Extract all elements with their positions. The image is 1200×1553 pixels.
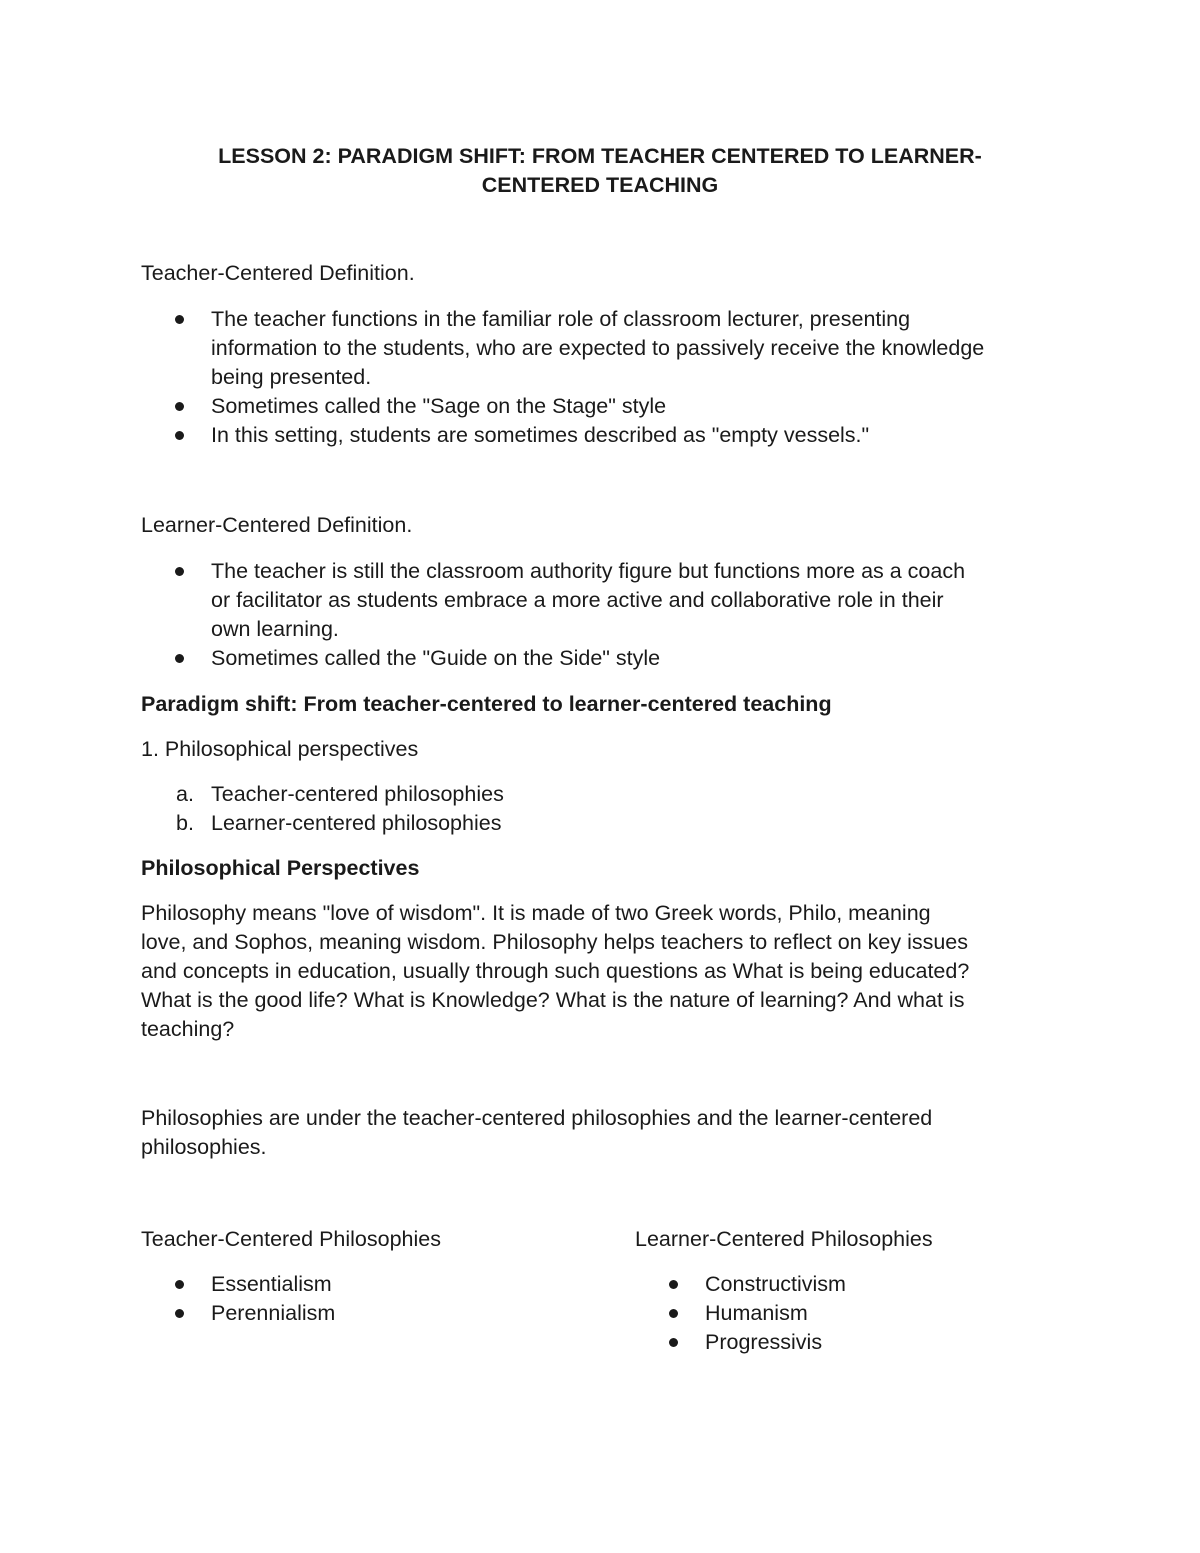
bullet-icon [175, 1309, 184, 1318]
philosophies-paragraph: Philosophies are under the teacher-centered philosophies and the learner-centered philosophies. [141, 1106, 933, 1159]
list-item: Essentialism [141, 1270, 335, 1299]
philosophy-paragraph: Philosophy means "love of wisdom". It is made of two Greek words, Philo, meaning love, and Sophos, meaning wisdom. Philosophy helps teachers to reflect on key issues and concepts in education, usually through such questions as What is being educated? What is the good life? What is Knowledge? What is the nature of learning? And what is teaching? [141, 901, 970, 1041]
list-marker: b. [176, 811, 194, 835]
list-item: Perennialism [141, 1299, 335, 1328]
learner-definition-list [141, 557, 965, 673]
list-item: Sometimes called the "Guide on the Side" style [141, 644, 965, 673]
paradigm-shift-heading: Paradigm shift: From teacher-centered to learner-centered teaching [141, 692, 832, 716]
learner-philosophies-heading: Learner-Centered Philosophies [635, 1227, 933, 1251]
bullet-icon [669, 1280, 678, 1289]
list-marker: a. [176, 782, 194, 806]
bullet-icon [175, 402, 184, 411]
title-line-1: LESSON 2: PARADIGM SHIFT: FROM TEACHER CENTERED TO LEARNER- [218, 144, 982, 168]
teacher-philosophies-list [141, 1270, 335, 1328]
list-item: a. Teacher-centered philosophies [141, 780, 504, 809]
list-item: Humanism [635, 1299, 846, 1328]
philosophies-sub-list [141, 780, 504, 838]
perspectives-list-item: 1. Philosophical perspectives [141, 737, 419, 761]
bullet-icon [175, 654, 184, 663]
title-line-2: CENTERED TEACHING [481, 173, 719, 197]
lesson-title [140, 142, 1060, 200]
teacher-definition-list [141, 305, 984, 450]
list-item: The teacher functions in the familiar role of classroom lecturer, presenting information to the students, who are expected to passively receive the knowledge being presented. [141, 305, 984, 392]
bullet-icon [669, 1309, 678, 1318]
list-item: Sometimes called the "Sage on the Stage" style [141, 392, 984, 421]
bullet-icon [669, 1338, 678, 1347]
teacher-definition-heading: Teacher-Centered Definition. [141, 261, 415, 285]
list-item: Progressivis [635, 1328, 846, 1357]
learner-philosophies-list [635, 1270, 846, 1357]
teacher-philosophies-heading: Teacher-Centered Philosophies [141, 1227, 441, 1251]
philosophical-perspectives-heading: Philosophical Perspectives [141, 856, 420, 880]
learner-definition-heading: Learner-Centered Definition. [141, 513, 413, 537]
bullet-icon [175, 567, 184, 576]
list-item: b. Learner-centered philosophies [141, 809, 504, 838]
list-item: In this setting, students are sometimes described as "empty vessels." [141, 421, 984, 450]
bullet-icon [175, 315, 184, 324]
list-item: The teacher is still the classroom authority figure but functions more as a coach or facilitator as students embrace a more active and collaborative role in their own learning. [141, 557, 965, 644]
bullet-icon [175, 1280, 184, 1289]
list-item: Constructivism [635, 1270, 846, 1299]
bullet-icon [175, 431, 184, 440]
